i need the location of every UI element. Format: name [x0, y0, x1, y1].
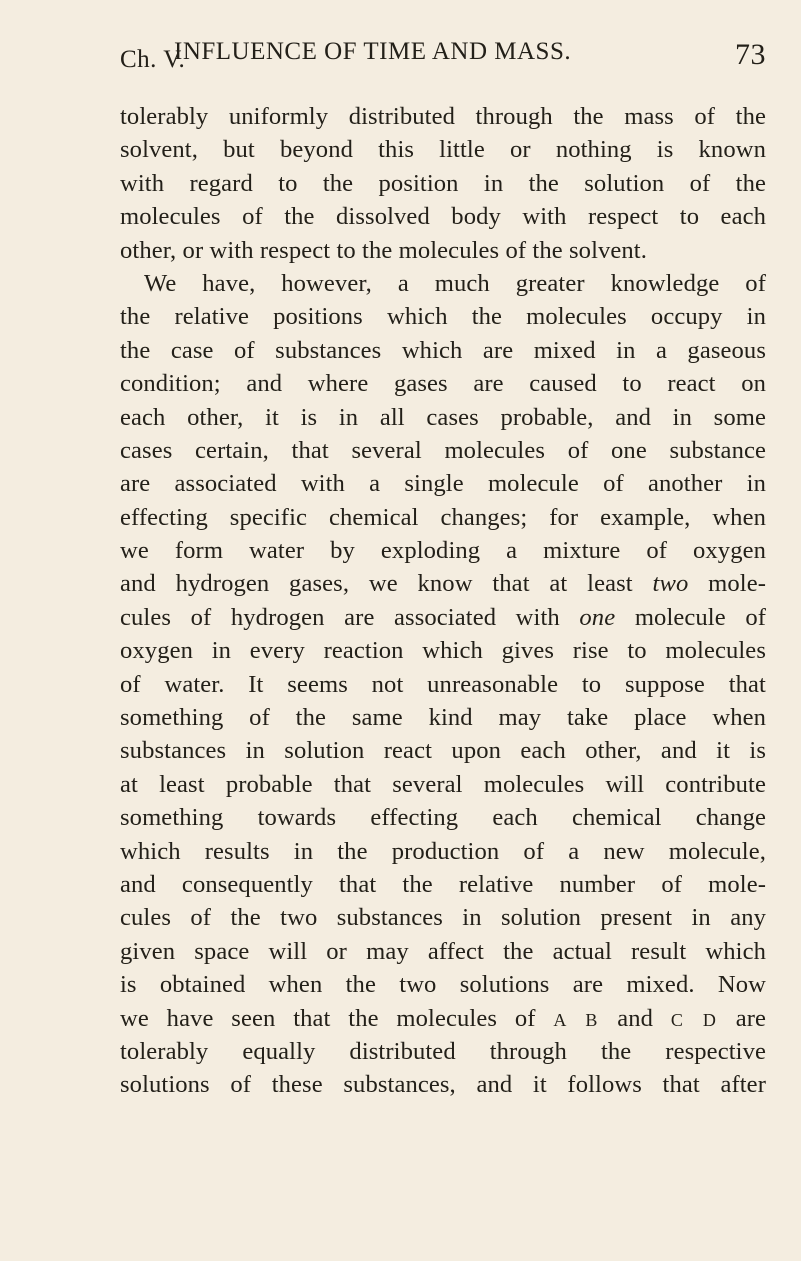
text-line: cases certain, that several molecules of one substance	[120, 436, 766, 464]
body-text	[120, 100, 766, 1102]
text-line: the relative positions which the molecules occupy in	[120, 303, 766, 331]
text-line: other, or with respect to the molecules of the solvent.	[120, 236, 647, 264]
page-number: 73	[735, 38, 766, 71]
text-line: are associated with a single molecule of another in	[120, 470, 766, 498]
text-line: cules of the two substances in solution present in any	[120, 904, 766, 932]
text-line: of water. It seems not unreasonable to suppose that	[120, 670, 766, 698]
text-segment: we have seen that the molecules of	[120, 1004, 536, 1032]
running-header	[120, 38, 766, 82]
text-line: we form water by exploding a mixture of oxygen	[120, 537, 766, 565]
text-line	[120, 567, 766, 600]
text-line: given space will or may affect the actual result which	[120, 937, 766, 965]
text-segment: mole-	[708, 570, 767, 598]
text-line: tolerably uniformly distributed through the mass of the	[120, 103, 766, 130]
text-line: effecting specific chemical changes; for example, when	[120, 503, 766, 531]
text-line: with regard to the position in the solution of the	[120, 169, 766, 197]
text-line: something towards effecting each chemical change	[120, 804, 766, 832]
text-line: and consequently that the relative number of mole-	[120, 870, 766, 898]
text-line: condition; and where gases are caused to react on	[120, 370, 766, 398]
text-segment: and	[617, 1004, 654, 1032]
text-line: which results in the production of a new molecule,	[120, 837, 766, 865]
text-line	[120, 601, 766, 634]
text-line: tolerably equally distributed through the respective	[120, 1037, 766, 1065]
text-line: at least probable that several molecules will contribute	[120, 770, 766, 798]
chapter-label: Ch. V.	[120, 46, 186, 73]
text-segment: and hydrogen gases, we know that at least	[120, 570, 633, 598]
text-line: is obtained when the two solutions are mixed. Now	[120, 971, 766, 999]
text-segment: molecule of	[634, 603, 767, 631]
small-caps-text: C D	[670, 1009, 718, 1030]
text-line: We have, however, a much greater knowledge of	[144, 269, 766, 297]
small-caps-text: A B	[553, 1009, 600, 1030]
text-line: substances in solution react upon each other, and it is	[120, 737, 766, 765]
text-line: oxygen in every reaction which gives rise to molecules	[120, 637, 766, 665]
text-line: the case of substances which are mixed in a gaseous	[120, 336, 766, 364]
text-segment: cules of hydrogen are associated with	[120, 603, 560, 631]
emphasis-text: two	[652, 570, 689, 598]
emphasis-text: one	[579, 603, 616, 631]
text-line: molecules of the dissolved body with respect to each	[120, 203, 766, 231]
text-line	[120, 1002, 766, 1035]
text-line: something of the same kind may take place when	[120, 704, 766, 732]
text-segment: are	[735, 1004, 767, 1032]
running-title: INFLUENCE OF TIME AND MASS.	[174, 38, 572, 65]
text-line: solutions of these substances, and it follows that after	[120, 1071, 766, 1099]
text-line: solvent, but beyond this little or nothing is known	[120, 136, 766, 164]
text-line: each other, it is in all cases probable, and in some	[120, 403, 766, 431]
